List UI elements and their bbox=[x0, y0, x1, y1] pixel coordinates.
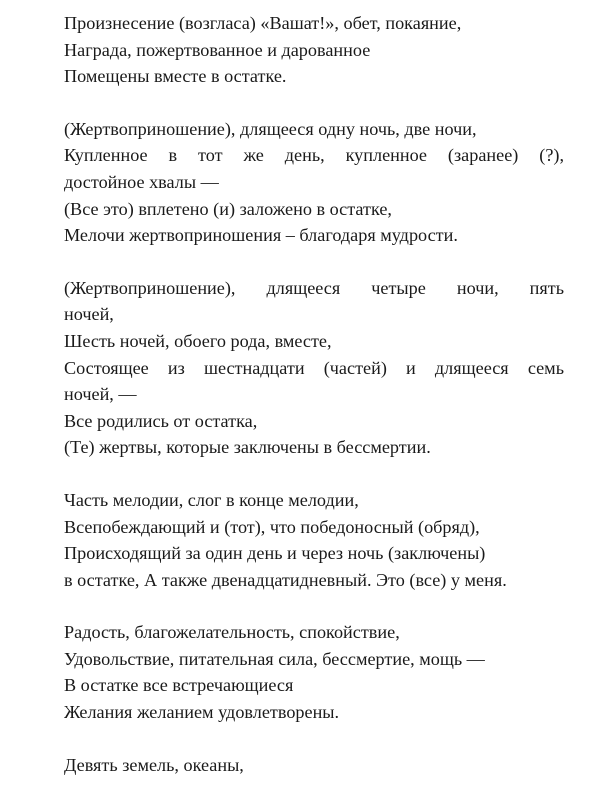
text-line: в остатке, А также двенадцатидневный. Это (все) у меня. bbox=[64, 569, 507, 590]
text-line: Происходящий за один день и через ночь (заключены) bbox=[64, 543, 486, 564]
stanza bbox=[64, 116, 564, 249]
stanza bbox=[64, 752, 564, 779]
text-line: Радость, благожелательность, спокойствие, bbox=[64, 622, 400, 643]
stanza bbox=[64, 10, 564, 90]
text-line: В остатке все встречающиеся bbox=[64, 675, 294, 696]
text-line: (Жертвоприношение), длящееся четыре ночи, пять bbox=[64, 277, 564, 298]
stanza bbox=[64, 619, 564, 725]
text-line: ночей, bbox=[64, 304, 114, 325]
text-line: Все родились от остатка, bbox=[64, 410, 258, 431]
text-line: Девять земель, океаны, bbox=[64, 754, 244, 775]
text-line: Произнесение (возгласа) «Вашат!», обет, покаяние, bbox=[64, 13, 462, 33]
stanza bbox=[64, 275, 564, 461]
document-page bbox=[64, 10, 564, 804]
text-line: Удовольствие, питательная сила, бессмертие, мощь — bbox=[64, 648, 485, 669]
stanza bbox=[64, 487, 564, 593]
text-line: Купленное в тот же день, купленное (заранее) (?), bbox=[64, 145, 564, 166]
text-line: Всепобеждающий и (тот), что победоносный (обряд), bbox=[64, 516, 480, 537]
text-line: (Жертвоприношение), длящееся одну ночь, две ночи, bbox=[64, 118, 477, 139]
text-line: Помещены вместе в остатке. bbox=[64, 66, 287, 87]
text-line: достойное хвалы — bbox=[64, 171, 219, 192]
text-line: Шесть ночей, обоего рода, вместе, bbox=[64, 330, 332, 351]
text-line: Часть мелодии, слог в конце мелодии, bbox=[64, 489, 359, 510]
text-line: (Те) жертвы, которые заключены в бессмертии. bbox=[64, 437, 431, 458]
text-line: ночей, — bbox=[64, 384, 137, 405]
text-line: (Все это) вплетено (и) заложено в остатке, bbox=[64, 198, 392, 219]
text-line: Желания желанием удовлетворены. bbox=[64, 702, 340, 723]
text-line: Состоящее из шестнадцати (частей) и длящееся семь bbox=[64, 357, 564, 378]
text-line: Награда, пожертвованное и дарованное bbox=[64, 39, 371, 60]
text-line: Мелочи жертвоприношения – благодаря мудрости. bbox=[64, 225, 458, 246]
